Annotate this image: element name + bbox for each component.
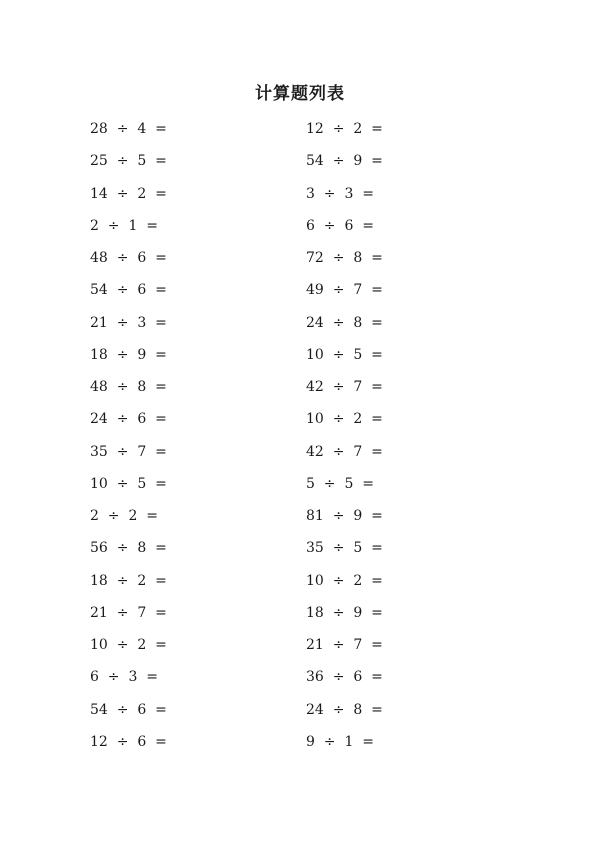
- problem-column-right: [306, 118, 506, 763]
- problem-item: 21 ÷ 7 =: [90, 604, 167, 621]
- problem-item: 54 ÷ 6 =: [90, 701, 167, 718]
- problem-item: 25 ÷ 5 =: [90, 153, 167, 170]
- problem-item: 18 ÷ 2 =: [90, 572, 167, 589]
- problem-item: 6 ÷ 6 =: [306, 217, 374, 234]
- problem-item: 10 ÷ 2 =: [306, 411, 383, 428]
- problem-item: 10 ÷ 5 =: [306, 346, 383, 363]
- problem-column-left: [90, 118, 290, 763]
- problem-item: 48 ÷ 6 =: [90, 250, 167, 266]
- problem-item: 3 ÷ 3 =: [306, 185, 374, 202]
- problem-item: 42 ÷ 7 =: [306, 379, 383, 395]
- page-title: 计算题列表: [255, 84, 345, 104]
- problem-item: 10 ÷ 2 =: [306, 572, 383, 589]
- problem-item: 72 ÷ 8 =: [306, 250, 383, 266]
- problem-item: 35 ÷ 5 =: [306, 540, 383, 557]
- problem-item: 35 ÷ 7 =: [90, 443, 167, 460]
- problem-item: 10 ÷ 2 =: [90, 637, 167, 653]
- problem-item: 2 ÷ 2 =: [90, 508, 158, 524]
- problem-item: 2 ÷ 1 =: [90, 217, 158, 234]
- problem-item: 24 ÷ 8 =: [306, 701, 383, 718]
- problem-item: 36 ÷ 6 =: [306, 669, 383, 686]
- problem-item: 10 ÷ 5 =: [90, 475, 167, 492]
- problem-item: 56 ÷ 8 =: [90, 540, 167, 557]
- problem-item: 54 ÷ 9 =: [306, 153, 383, 170]
- problem-item: 54 ÷ 6 =: [90, 282, 167, 299]
- problem-item: 81 ÷ 9 =: [306, 508, 383, 524]
- problem-item: 21 ÷ 3 =: [90, 314, 167, 331]
- problem-item: 9 ÷ 1 =: [306, 733, 374, 750]
- problem-item: 21 ÷ 7 =: [306, 637, 383, 653]
- problem-item: 28 ÷ 4 =: [90, 121, 167, 137]
- problem-item: 6 ÷ 3 =: [90, 669, 158, 686]
- problem-item: 12 ÷ 6 =: [90, 733, 167, 750]
- problem-item: 5 ÷ 5 =: [306, 475, 374, 492]
- problem-item: 42 ÷ 7 =: [306, 443, 383, 460]
- problem-item: 24 ÷ 6 =: [90, 411, 167, 428]
- problem-item: 18 ÷ 9 =: [306, 604, 383, 621]
- problem-item: 18 ÷ 9 =: [90, 346, 167, 363]
- problem-item: 12 ÷ 2 =: [306, 121, 383, 137]
- problem-item: 48 ÷ 8 =: [90, 379, 167, 395]
- problem-item: 14 ÷ 2 =: [90, 185, 167, 202]
- problem-item: 24 ÷ 8 =: [306, 314, 383, 331]
- problem-item: 49 ÷ 7 =: [306, 282, 383, 299]
